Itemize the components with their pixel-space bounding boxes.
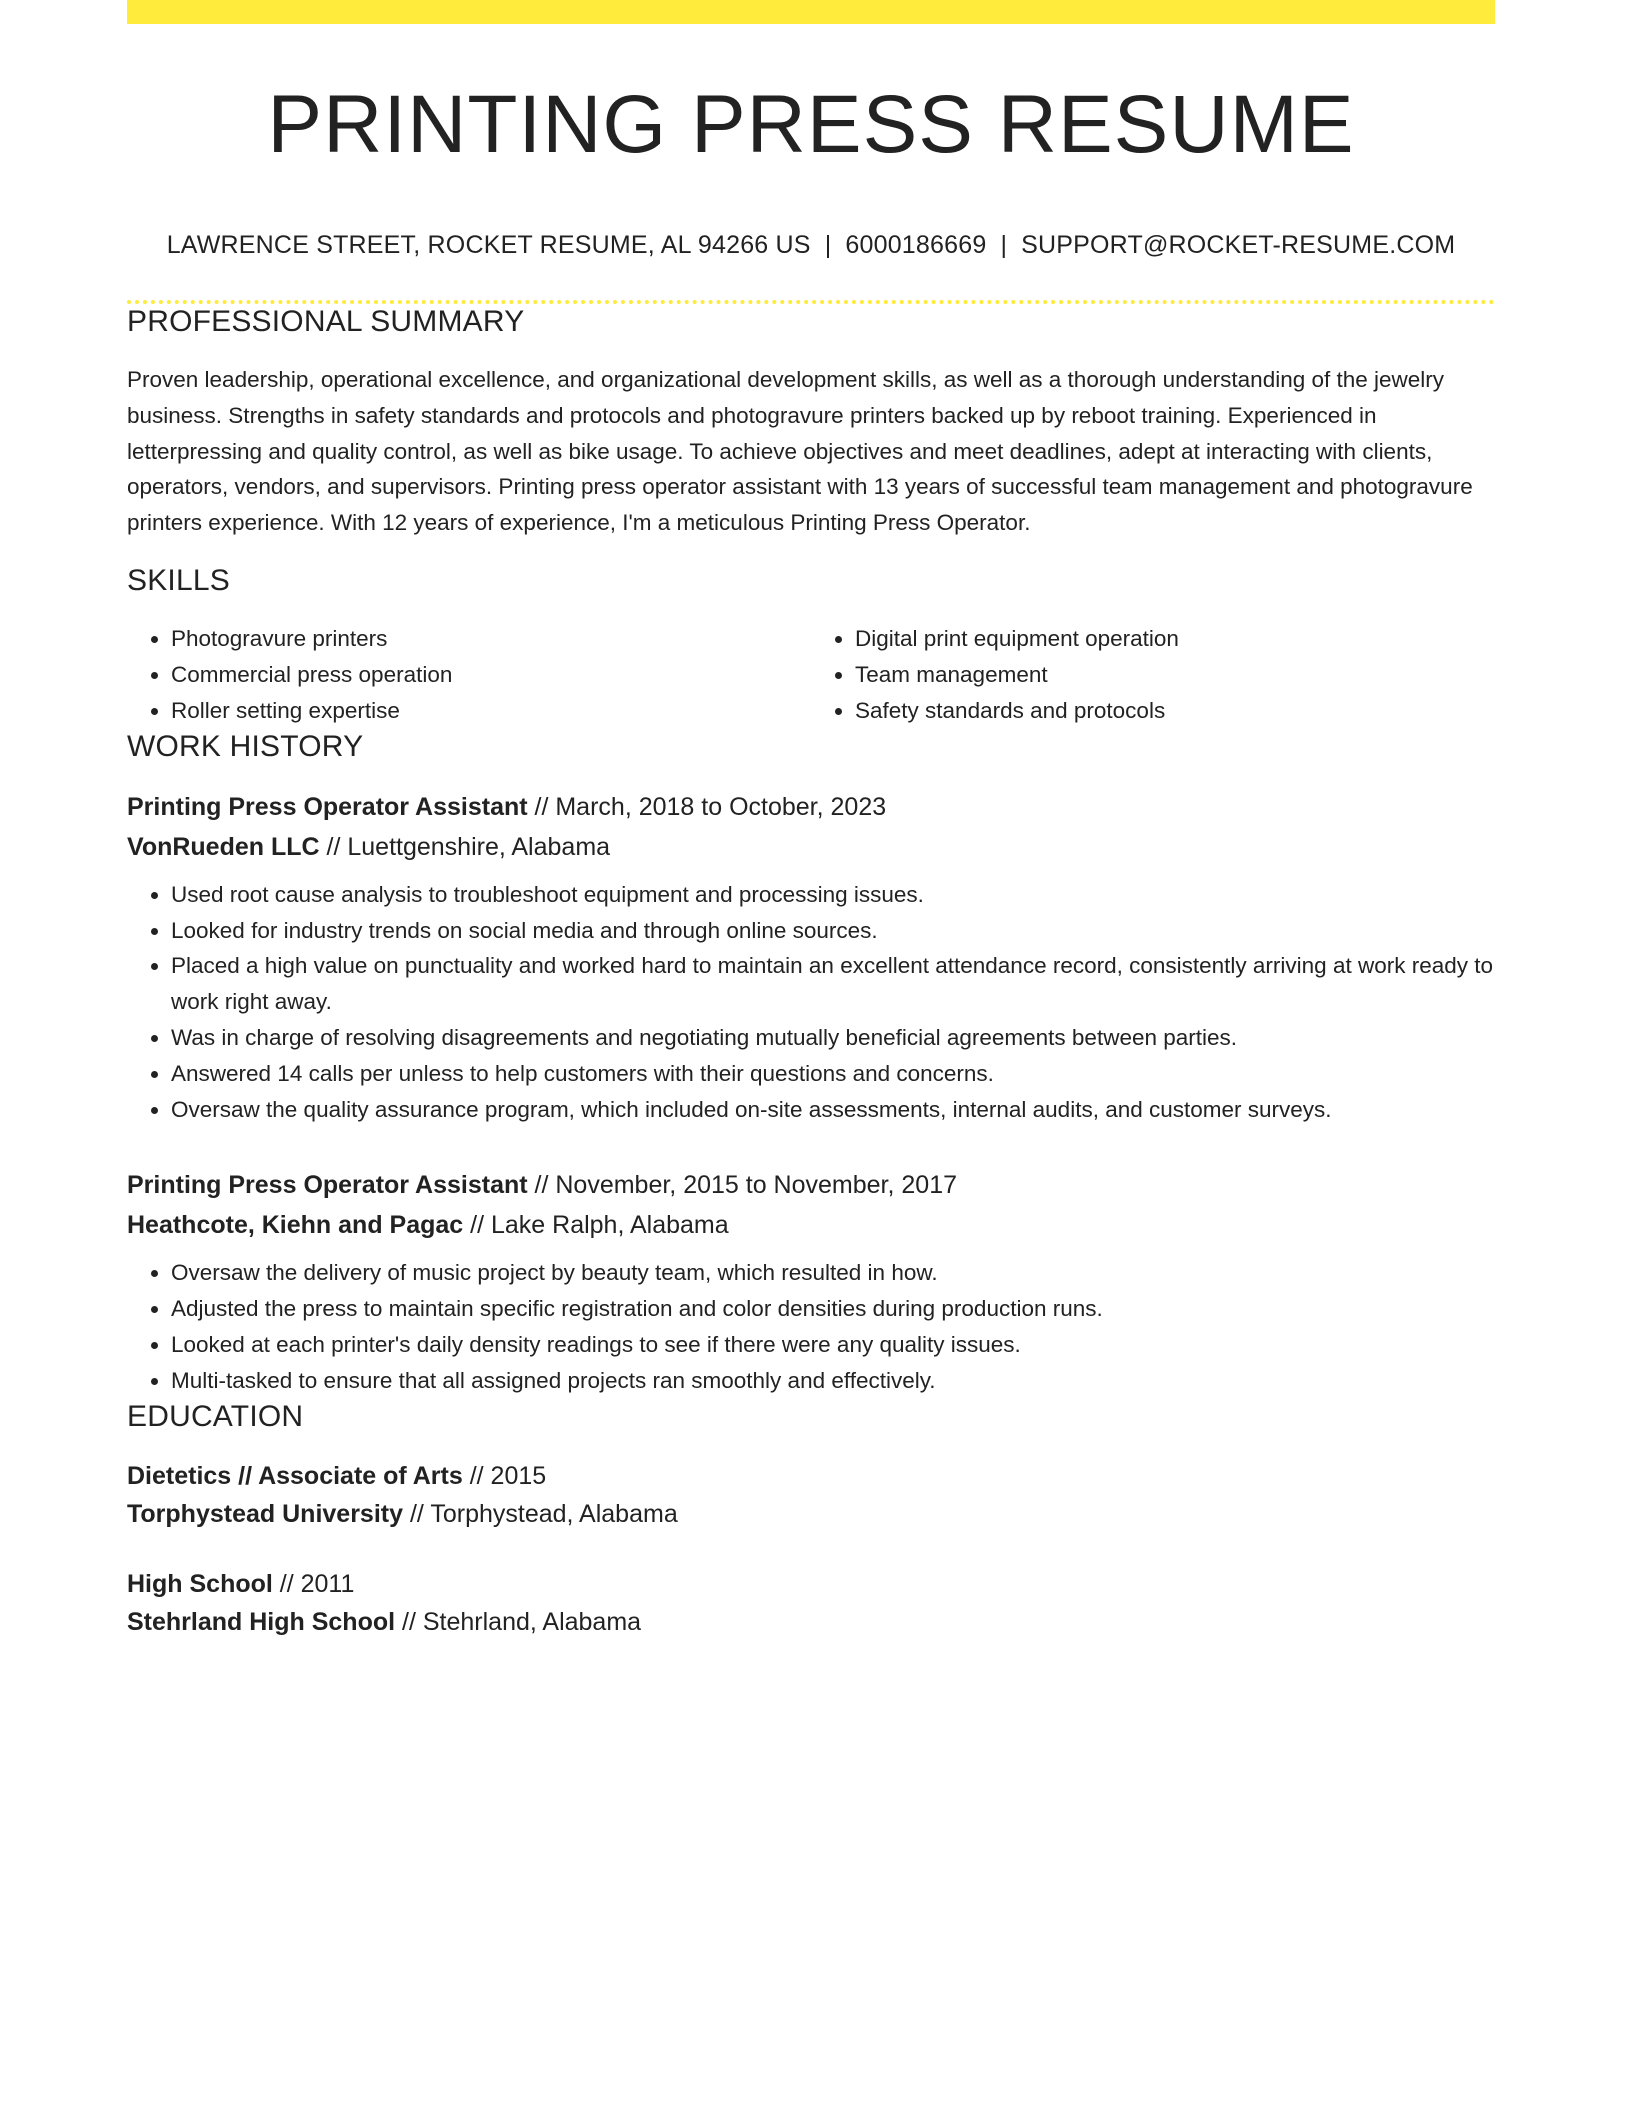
contact-phone: 6000186669 [845,231,987,259]
resume-title: PRINTING PRESS RESUME [267,79,1355,170]
job-company: Heathcote, Kiehn and Pagac [127,1211,464,1240]
degree-year: // 2011 [272,1569,355,1598]
contact-separator: | [824,231,832,259]
job-title: Printing Press Operator Assistant [127,792,528,821]
duty-item: • Was in charge of resolving disagreements and negotiating mutually beneficial agreements between parties. [171,1020,1495,1056]
education-entry [127,1565,1495,1641]
skill-item: • Team management [855,657,1495,693]
school: Stehrland High School [127,1607,396,1636]
degree-line [127,1565,1495,1603]
duty-item: • Multi-tasked to ensure that all assigned projects ran smoothly and effectively. [171,1363,1495,1399]
duty-item: • Looked at each printer's daily density readings to see if there were any quality issues. [171,1327,1495,1363]
education-entry [127,1457,1495,1533]
school-line [127,1495,1495,1533]
duty-item: • Used root cause analysis to troubleshoot equipment and processing issues. [171,877,1495,913]
contact-line [127,230,1495,260]
job-dates: // March, 2018 to October, 2023 [527,792,887,821]
job-location: // Lake Ralph, Alabama [463,1211,729,1240]
skill-item: • Photogravure printers [171,621,811,657]
duty-item: • Oversaw the delivery of music project by beauty team, which resulted in how. [171,1255,1495,1291]
job-duties [127,877,1495,1128]
skills-column-left [127,621,811,728]
duty-item: • Answered 14 calls per unless to help customers with their questions and concerns. [171,1056,1495,1092]
work-history-heading: WORK HISTORY [127,729,364,763]
degree-year: // 2015 [462,1461,547,1490]
job-company-line [127,827,1495,867]
job-title-line [127,787,1495,827]
job-entry [127,787,1495,1128]
job-dates: // November, 2015 to November, 2017 [527,1171,957,1200]
duty-item: • Oversaw the quality assurance program, which included on-site assessments, internal audits, and customer surveys. [171,1092,1495,1128]
duty-item: • Looked for industry trends on social media and through online sources. [171,913,1495,949]
accent-bar [127,0,1495,24]
school-location: // Stehrland, Alabama [395,1607,642,1636]
education-heading: EDUCATION [127,1399,304,1433]
job-title-line [127,1165,1495,1205]
degree-line [127,1457,1495,1495]
contact-separator: | [1000,231,1008,259]
job-title: Printing Press Operator Assistant [127,1171,528,1200]
job-company: VonRueden LLC [127,832,320,861]
skill-item: • Digital print equipment operation [855,621,1495,657]
skill-item: • Safety standards and protocols [855,693,1495,729]
skills-column-right [811,621,1495,728]
degree: High School [127,1569,273,1598]
skills-heading: SKILLS [127,564,230,598]
school-location: // Torphystead, Alabama [403,1499,678,1528]
skills-list [127,621,1495,728]
skill-item: • Commercial press operation [171,657,811,693]
summary-text: Proven leadership, operational excellence, and organizational development skills, as well as a thorough understanding of the jewelry business. Strengths in safety standards and protocols and photogravure printers backed up by reboot training. Experienced in letterpressing and quality control, as well as bike usage. To achieve objectives and meet deadlines, adept at interacting with clients, operators, vendors, and supervisors. Printing press operator assistant with 13 years of successful team management and photogravure printers experience. With 12 years of experience, I'm a meticulous Printing Press Operator. [127,367,1473,536]
duty-item: • Adjusted the press to maintain specific registration and color densities during production runs. [171,1291,1495,1327]
school-line [127,1603,1495,1641]
school: Torphystead University [127,1499,404,1528]
degree: Dietetics // Associate of Arts [127,1461,463,1490]
contact-email: SUPPORT@ROCKET-RESUME.COM [1021,231,1456,259]
summary-heading: PROFESSIONAL SUMMARY [127,305,525,338]
resume-page [127,0,1495,1641]
contact-address: LAWRENCE STREET, ROCKET RESUME, AL 94266 US [166,231,811,259]
skill-item: • Roller setting expertise [171,693,811,729]
job-entry [127,1165,1495,1398]
job-company-line [127,1205,1495,1245]
job-location: // Luettgenshire, Alabama [319,832,611,861]
duty-item: • Placed a high value on punctuality and worked hard to maintain an excellent attendance record, consistently arriving at work ready to work right away. [171,948,1495,1020]
job-duties [127,1255,1495,1398]
